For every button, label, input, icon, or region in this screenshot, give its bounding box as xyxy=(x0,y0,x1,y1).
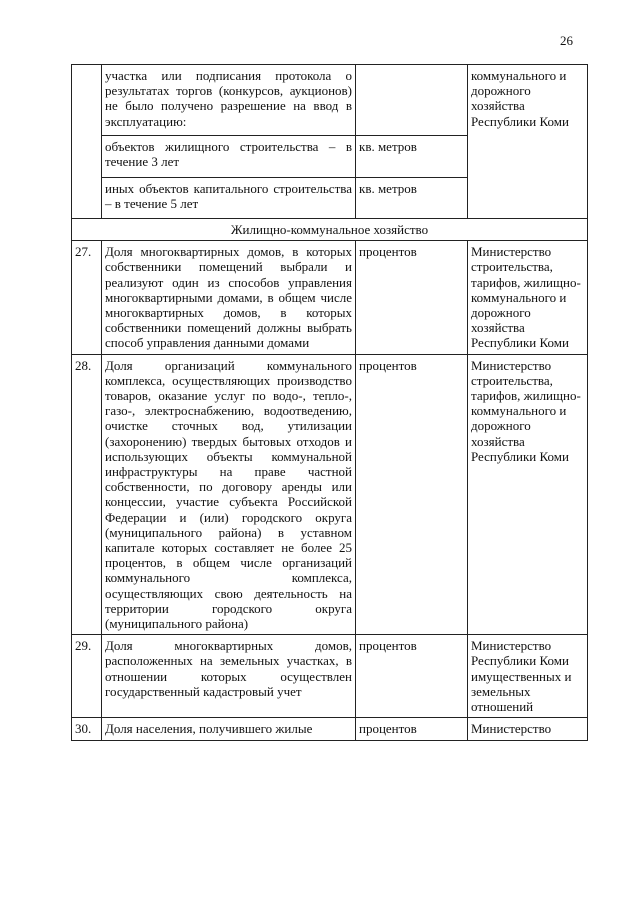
continuation-indicator: участка или подписания протокола о результатах торгов (конкурсов, аукционов) не было получено разрешение на ввод в эксплуатацию: xyxy=(102,65,356,136)
continuation-unit-cell xyxy=(356,65,468,136)
page-number: 26 xyxy=(560,33,573,48)
subrow-indicator: объектов жилищного строительства – в течение 3 лет xyxy=(102,136,356,178)
table-row xyxy=(72,354,588,635)
table-row xyxy=(72,635,588,718)
table-row xyxy=(72,718,588,740)
row-responsible: Министерство строительства, тарифов, жилищно-коммунального и дорожного хозяйства Республики Коми xyxy=(468,354,588,635)
continuation-row xyxy=(72,65,588,136)
subrow-unit: кв. метров xyxy=(356,136,468,178)
row-unit: процентов xyxy=(356,241,468,354)
row-unit: процентов xyxy=(356,718,468,740)
row-unit: процентов xyxy=(356,354,468,635)
subrow-unit: кв. метров xyxy=(356,178,468,219)
row-indicator: Доля многоквартирных домов, в которых собственники помещений выбрали и реализуют один из способов управления многоквартирными домами, в общем числе многоквартирных домов, в которых собственники помещений должны выбрать способ управления данными домами xyxy=(102,241,356,354)
continuation-num-cell xyxy=(72,65,102,219)
section-row xyxy=(72,219,588,241)
row-indicator: Доля многоквартирных домов, расположенных на земельных участках, в отношении которых осуществлен государственный кадастровый учет xyxy=(102,635,356,718)
row-indicator: Доля организаций коммунального комплекса, осуществляющих производство товаров, оказание услуг по водо-, тепло-, газо-, электроснабжению, водоотведению, очистке сточных вод, утилизации (захоронению) твердых бытовых отходов и использующих объекты коммунальной инфраструктуры на праве частной собственности, по договору аренды или концессии, участие субъекта Российской Федерации и (или) городского округа (муниципального района) в уставном капитале которых составляет не более 25 процентов, в общем числе организаций коммунального комплекса, осуществляющих свою деятельность на территории городского округа (муниципального района) xyxy=(102,354,356,635)
row-number: 29. xyxy=(72,635,102,718)
row-unit: процентов xyxy=(356,635,468,718)
subrow-indicator: иных объектов капитального строительства – в течение 5 лет xyxy=(102,178,356,219)
row-number: 28. xyxy=(72,354,102,635)
table-row xyxy=(72,241,588,354)
section-title: Жилищно-коммунальное хозяйство xyxy=(72,219,588,241)
row-responsible: Министерство строительства, тарифов, жилищно-коммунального и дорожного хозяйства Республики Коми xyxy=(468,241,588,354)
row-number: 30. xyxy=(72,718,102,740)
indicators-table xyxy=(71,64,588,741)
row-responsible: Министерство xyxy=(468,718,588,740)
row-number: 27. xyxy=(72,241,102,354)
continuation-responsible: коммунального и дорожного хозяйства Республики Коми xyxy=(468,65,588,219)
row-indicator: Доля населения, получившего жилые xyxy=(102,718,356,740)
row-responsible: Министерство Республики Коми имущественных и земельных отношений xyxy=(468,635,588,718)
